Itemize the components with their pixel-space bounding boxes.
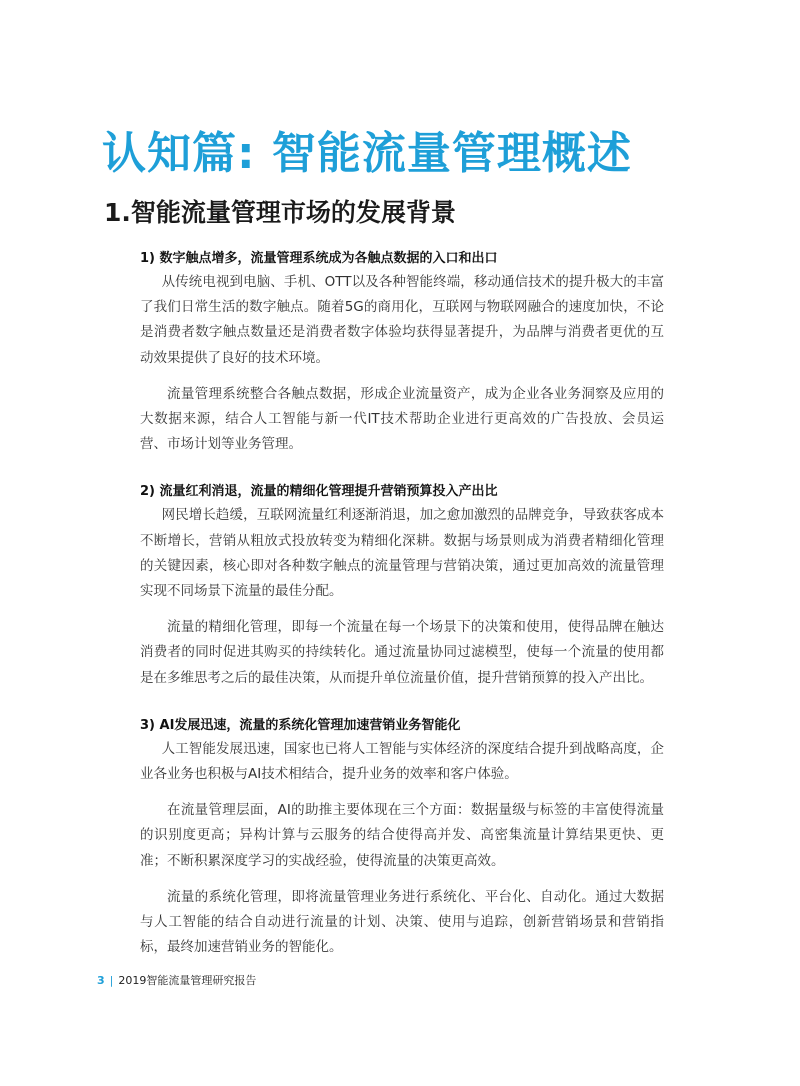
footer-separator: | xyxy=(109,974,114,987)
paragraph: 在流量管理层面，AI的助推主要体现在三个方面：数据量级与标签的丰富使得流量的识别度更高；异构计算与云服务的结合使得高并发、高密集流量计算结果更快、更准；不断积累深度学习的实战经验，使得流量的决策更高效。 xyxy=(140,802,664,869)
paragraph: 流量的系统化管理，即将流量管理业务进行系统化、平台化、自动化。通过大数据与人工智能的结合自动进行流量的计划、决策、使用与追踪，创新营销场景和营销指标，最终加速营销业务的智能化。 xyxy=(140,888,664,956)
paragraph: 从传统电视到电脑、手机、OTT以及各种智能终端，移动通信技术的提升极大的丰富了我们日常生活的数字触点。随着5G的商用化，互联网与物联网融合的速度加快，不论是消费者数字触点数量还是消费者数字体验均获得显著提升，为品牌与消费者更优的互动效果提供了良好的技术环境。 xyxy=(140,274,664,366)
report-title: 2019智能流量管理研究报告 xyxy=(118,974,257,987)
body-content xyxy=(140,248,664,960)
subsection-heading-1: 1) 数字触点增多，流量管理系统成为各触点数据的入口和出口 xyxy=(140,251,498,266)
subsection-heading-2: 2) 流量红利消退，流量的精细化管理提升营销预算投入产出比 xyxy=(140,484,498,500)
section-title: 1.智能流量管理市场的发展背景 xyxy=(104,198,456,227)
paragraph: 流量的精细化管理，即每一个流量在每一个场景下的决策和使用，使得品牌在触达消费者的同时促进其购买的持续转化。通过流量协同过滤模型，使每一个流量的使用都是在多维思考之后的最佳决策，从而提升单位流量价值，提升营销预算的投入产出比。 xyxy=(140,619,664,686)
subsection-heading-3: 3) AI发展迅速，流量的系统化管理加速营销业务智能化 xyxy=(140,717,461,733)
paragraph: 网民增长趋缓，互联网流量红利逐渐消退，加之愈加激烈的品牌竞争，导致获客成本不断增长，营销从粗放式投放转变为精细化深耕。数据与场景则成为消费者精细化管理的关键因素，核心即对各种数字触点的流量管理与营销决策，通过更加高效的流量管理实现不同场景下流量的最佳分配。 xyxy=(140,507,664,600)
page-footer xyxy=(97,973,256,989)
paragraph: 流量管理系统整合各触点数据，形成企业流量资产，成为企业各业务洞察及应用的大数据来源，结合人工智能与新一代IT技术帮助企业进行更高效的广告投放、会员运营、市场计划等业务管理。 xyxy=(140,385,664,453)
paragraph: 人工智能发展迅速，国家也已将人工智能与实体经济的深度结合提升到战略高度，企业各业务也积极与AI技术相结合，提升业务的效率和客户体验。 xyxy=(140,740,664,783)
chapter-title: 认知篇: 智能流量管理概述 xyxy=(102,128,632,179)
page-number: 3 xyxy=(97,974,105,987)
